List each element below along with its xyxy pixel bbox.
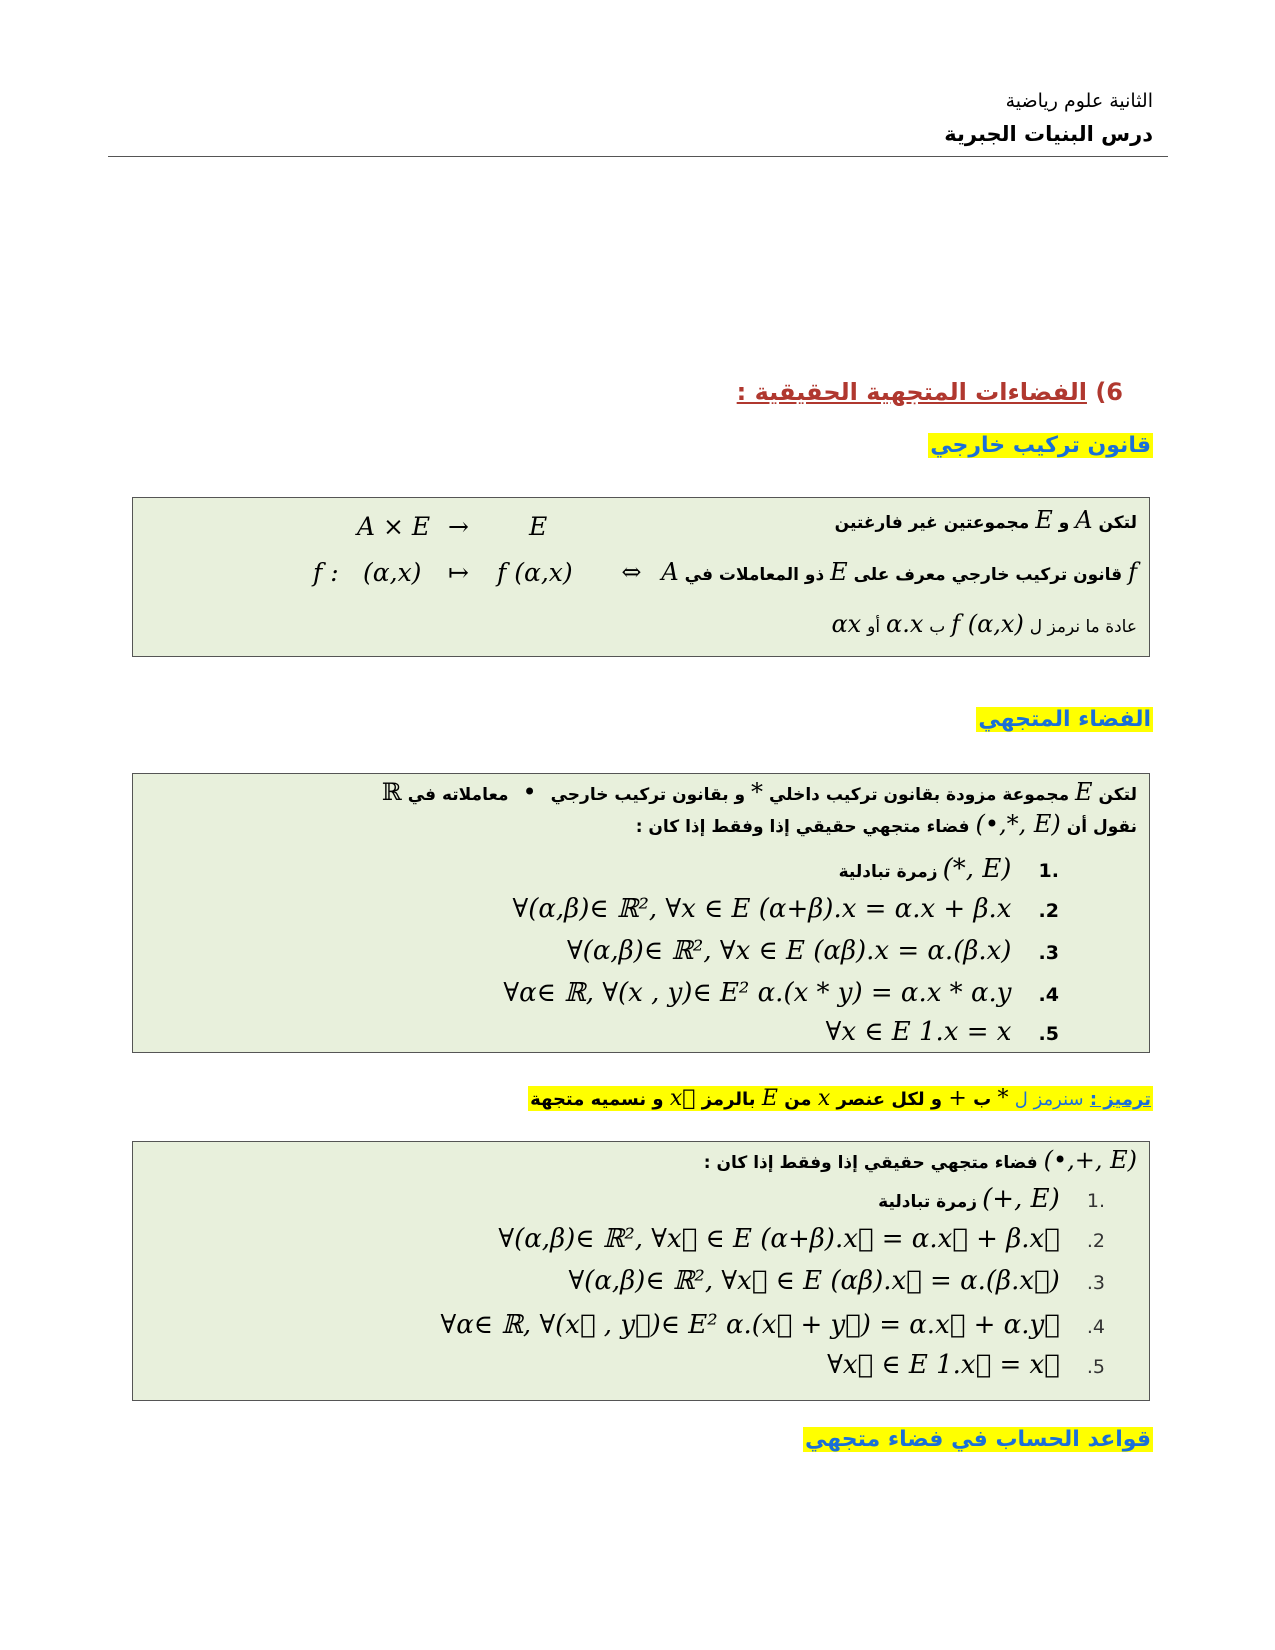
math-R: ℝ [381, 778, 402, 806]
math-expression: ∀(α,β)∈ ℝ², ∀x⃗ ∈ E (α+β).x⃗ = α.x⃗ + β.x⃗ [498, 1224, 1060, 1254]
item-number: .4 [1086, 1316, 1105, 1338]
definition-line-1 [835, 506, 1137, 534]
text: و لكل عنصر [836, 1089, 943, 1110]
math-expression: ∀(α,β)∈ ℝ², ∀x⃗ ∈ E (αβ).x⃗ = α.(β.x⃗) [568, 1266, 1060, 1296]
math-expression: ∀(α,β)∈ ℝ², ∀x ∈ E (αβ).x = α.(β.x) [566, 936, 1012, 966]
axiom-2 [513, 894, 1060, 924]
axiom-5 [826, 1017, 1059, 1047]
notation-line [528, 1086, 1153, 1111]
mapping-arrow: → [448, 512, 469, 541]
text: لتكن [1098, 785, 1137, 805]
text: و [1058, 513, 1070, 533]
item-number: .5 [1038, 1023, 1059, 1045]
text: مجموعة مزودة بقانون تركيب داخلي [768, 785, 1070, 805]
math-expression: αx [831, 610, 862, 638]
star-symbol: * [997, 1086, 1009, 1111]
header-divider [108, 156, 1168, 157]
vsv-line-1 [704, 1146, 1137, 1174]
item-number: .3 [1038, 942, 1059, 964]
math-E: E [761, 1086, 778, 1111]
heading-calculation-rules: قواعد الحساب في فضاء متجهي [804, 1427, 1151, 1452]
section-title [737, 378, 1123, 406]
text: عادة ما نرمز ل [1029, 617, 1137, 637]
vec-axiom-4 [441, 1310, 1105, 1340]
vec-axiom-2 [498, 1224, 1105, 1254]
mapping-image: f (α,x) [497, 558, 573, 587]
mapping-codomain: E [529, 512, 548, 541]
math-f: f [1128, 558, 1137, 586]
text: أو [867, 617, 881, 637]
vector-space-vector-notation-box [132, 1141, 1150, 1401]
math-E: E [830, 558, 848, 586]
axiom-1 [839, 854, 1059, 884]
axiom-3 [567, 936, 1059, 966]
math-expression: (E ,*) [942, 854, 1012, 884]
math-E: E [1035, 506, 1053, 534]
text: فضاء متجهي حقيقي إذا وفقط إذا كان : [635, 817, 970, 837]
text: سنرمز ل [1014, 1089, 1084, 1110]
math-expression: ∀α∈ ℝ, ∀(x⃗ , y⃗)∈ E² α.(x⃗ + y⃗) = α.x⃗ + α.y⃗ [440, 1310, 1060, 1340]
math-expression: ∀α∈ ℝ, ∀(x , y)∈ E² α.(x * y) = α.x * α.y [503, 978, 1012, 1008]
text: ذو المعاملات في [684, 565, 825, 585]
item-number: .4 [1038, 984, 1059, 1006]
text: مجموعتين غير فارغتين [834, 513, 1030, 533]
math-A: A [661, 558, 679, 586]
math-expression: (E ,*,•) [975, 810, 1061, 838]
math-expression: ∀(α,β)∈ ℝ², ∀x ∈ E (α+β).x = α.x + β.x [512, 894, 1012, 924]
document-subtitle: الثانية علوم رياضية [1005, 90, 1153, 112]
text: نقول أن [1066, 817, 1137, 837]
item-number: .5 [1086, 1356, 1105, 1378]
text: معاملاته في [407, 785, 509, 805]
heading-external-law: قانون تركيب خارجي [930, 433, 1151, 458]
section-number: 6) [1095, 378, 1123, 406]
mapping-f-label: f : [313, 558, 339, 587]
dot-symbol: • [522, 778, 537, 806]
math-A: A [1075, 506, 1093, 534]
math-expression: (E ,+) [982, 1184, 1060, 1214]
definition-line-3 [831, 610, 1137, 638]
text: لتكن [1098, 513, 1137, 533]
item-number: .2 [1038, 900, 1059, 922]
notation-label: ترميز : [1089, 1089, 1151, 1110]
text: قانون تركيب خارجي معرف على [853, 565, 1123, 585]
text: ب [973, 1089, 992, 1110]
vs-line-2 [636, 810, 1137, 838]
math-vector-x: x⃗ [669, 1086, 696, 1111]
math-E: E [1075, 778, 1093, 806]
plus-symbol: + [948, 1086, 967, 1111]
external-law-definition-box [132, 497, 1150, 657]
document-title: درس البنيات الجبرية [944, 122, 1153, 146]
vec-axiom-1 [878, 1184, 1105, 1214]
math-expression: ∀x⃗ ∈ E 1.x⃗ = x⃗ [827, 1350, 1060, 1380]
math-expression: ∀x ∈ E 1.x = x [825, 1017, 1012, 1047]
math-expression: α.x [885, 610, 924, 638]
section-title-text: الفضاءات المتجهية الحقيقية : [736, 378, 1087, 406]
item-number: .3 [1086, 1272, 1105, 1294]
mapping-argument: (α,x) [363, 558, 422, 587]
item-number: .1 [1038, 860, 1059, 882]
mapping-diagram [313, 512, 773, 604]
math-expression: f (α,x) [951, 610, 1024, 638]
mapsto-arrow: ↦ [448, 558, 469, 587]
iff-symbol: ⇔ [621, 558, 642, 586]
vec-axiom-3 [568, 1266, 1105, 1296]
vector-space-definition-box [132, 773, 1150, 1053]
vec-axiom-5 [827, 1350, 1105, 1380]
text: فضاء متجهي حقيقي إذا وفقط إذا كان : [703, 1153, 1038, 1173]
text: و بقانون تركيب خارجي [550, 785, 746, 805]
text: زمرة تبادلية [878, 1192, 978, 1212]
star-symbol: * [751, 778, 764, 806]
text: من [784, 1089, 812, 1110]
mapping-domain: A × E [357, 512, 431, 541]
heading-vector-space: الفضاء المتجهي [978, 707, 1151, 732]
text: و نسميه متجهة [530, 1089, 664, 1110]
axiom-4 [503, 978, 1059, 1008]
math-expression: (E ,+,•) [1043, 1146, 1137, 1174]
text: زمرة تبادلية [838, 862, 938, 882]
vs-line-1 [382, 778, 1137, 806]
math-x: x [817, 1086, 831, 1111]
text: بالرمز [701, 1089, 756, 1110]
item-number: .1 [1086, 1190, 1105, 1212]
text: ب [929, 617, 946, 637]
item-number: .2 [1086, 1230, 1105, 1252]
